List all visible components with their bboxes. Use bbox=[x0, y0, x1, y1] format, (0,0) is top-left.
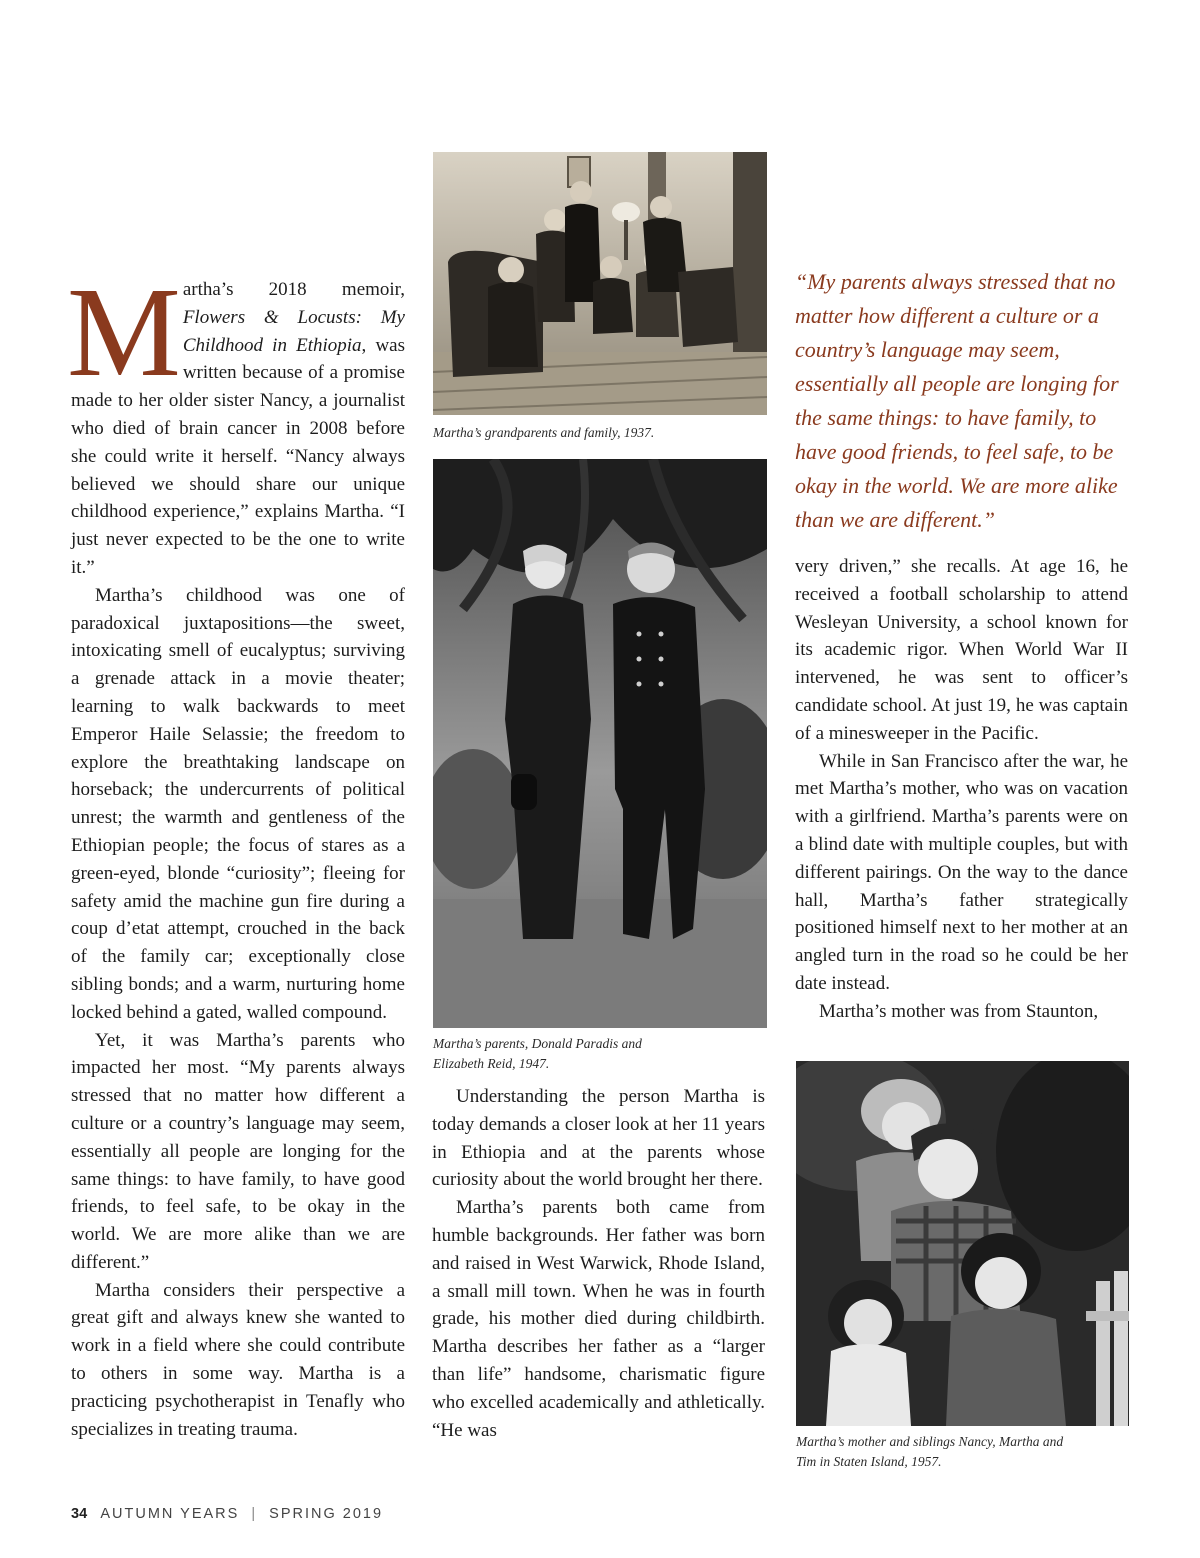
pull-quote: “My parents always stressed that no matter how different a culture or a country’s language may seem, essentially all people are longing for the same things: to have family, to have good friends, to feel safe, to be okay in the world. We are more alike than we are different.” bbox=[795, 269, 1119, 532]
drop-cap: M bbox=[67, 261, 181, 403]
intro-rest-text: , was written because of a promise made to her older sister Nancy, a journalist who died of brain cancer in 2008 before she could write it herself. “Nancy always believed we should share our unique childhood experience,” explains Martha. “I just never expected to be the one to write it.” bbox=[71, 334, 405, 578]
paragraph-parents-impact: Yet, it was Martha’s parents who impacted her most. “My parents always stressed that no matter how different a culture or a country’s language may seem, essentially all people are longing for the same things: to have family, to have good friends, to feel safe, to be okay in the world. We are more alike than we are different.” bbox=[71, 1029, 405, 1273]
photo-parents-1947 bbox=[433, 459, 767, 1028]
paragraph-career: Martha considers their perspective a great gift and always knew she wanted to work in a field where she could contribute to others in some way. Martha is a practicing psychotherapist in Tenafly who specializes in treating trauma. bbox=[71, 1279, 405, 1440]
caption-parents-line-2: Elizabeth Reid, 1947. bbox=[433, 1056, 550, 1071]
book-title: Flowers & Locusts: My Childhood in Ethiopia bbox=[182, 306, 405, 356]
caption-siblings-line-2: Tim in Staten Island, 1957. bbox=[796, 1454, 942, 1469]
caption-family-1937: Martha’s grandparents and family, 1937. bbox=[433, 425, 655, 440]
publication-name: AUTUMN YEARS bbox=[100, 1506, 240, 1522]
caption-siblings-1957 bbox=[796, 1432, 1136, 1472]
photo-family-1937 bbox=[433, 152, 767, 415]
caption-parents-1947 bbox=[433, 1034, 767, 1074]
parents-1947-image bbox=[433, 459, 767, 1028]
page-number: 34 bbox=[71, 1506, 88, 1522]
paragraph-backgrounds: Martha’s parents both came from humble backgrounds. Her father was born and raised in West Warwick, Rhode Island, a small mill town. When he was in fourth grade, his mother died during childbirth. Martha describes her father as a “larger than life” handsome, charismatic figure who excelled academically and athletically. “He was bbox=[432, 1197, 765, 1441]
paragraph-san-francisco: While in San Francisco after the war, he met Martha’s mother, who was on vacation with a girlfriend. Martha’s parents were on a blind date with multiple couples, but with different pairings. On the way to the dance hall, Martha’s father strategically positioned himself next to her mother at an angled turn in the road so he could be her date instead. bbox=[795, 750, 1128, 994]
paragraph-mother-origin: Martha’s mother was from Staunton, bbox=[819, 1000, 1099, 1022]
siblings-1957-image bbox=[796, 1061, 1129, 1426]
article-column-2 bbox=[432, 1083, 765, 1444]
article-column-1 bbox=[67, 261, 405, 1443]
issue-label: SPRING 2019 bbox=[269, 1506, 384, 1522]
paragraph-understanding: Understanding the person Martha is today demands a closer look at her 11 years in Ethiopia and at the parents whose curiosity about the world brought her there. bbox=[432, 1086, 765, 1191]
page-footer bbox=[71, 1506, 383, 1522]
caption-siblings-line-1: Martha’s mother and siblings Nancy, Martha and bbox=[796, 1434, 1064, 1449]
caption-parents-line-1: Martha’s parents, Donald Paradis and bbox=[433, 1036, 642, 1051]
paragraph-driven: very driven,” she recalls. At age 16, he received a football scholarship to attend Wesleyan University, a school known for its academic rigor. When World War II intervened, he was sent to officer’s candidate school. At just 19, he was captain of a minesweeper in the Pacific. bbox=[795, 556, 1128, 744]
article-column-3 bbox=[795, 553, 1128, 1026]
footer-separator: | bbox=[251, 1506, 258, 1522]
paragraph-childhood: Martha’s childhood was one of paradoxical juxtapositions—the sweet, intoxicating smell of eucalyptus; surviving a grenade attack in a movie theater; learning to walk backwards to meet Emperor Haile Selassie; the freedom to explore the breathtaking landscape on horseback; the undercurrents of political unrest; the warmth and gentleness of the Ethiopian people; the focus of stares as a green-eyed, blonde “curiosity”; fleeing for safety amid the machine gun fire during a coup d’etat attempt, crouched in the back of the family car; exceptionally close sibling bonds; and a warm, nurturing home locked behind a gated, walled compound. bbox=[71, 584, 405, 1023]
family-1937-image bbox=[433, 152, 767, 415]
photo-siblings-1957 bbox=[796, 1061, 1129, 1426]
paragraph-intro bbox=[67, 261, 405, 582]
intro-lead-text: artha’s 2018 memoir, bbox=[182, 279, 405, 300]
